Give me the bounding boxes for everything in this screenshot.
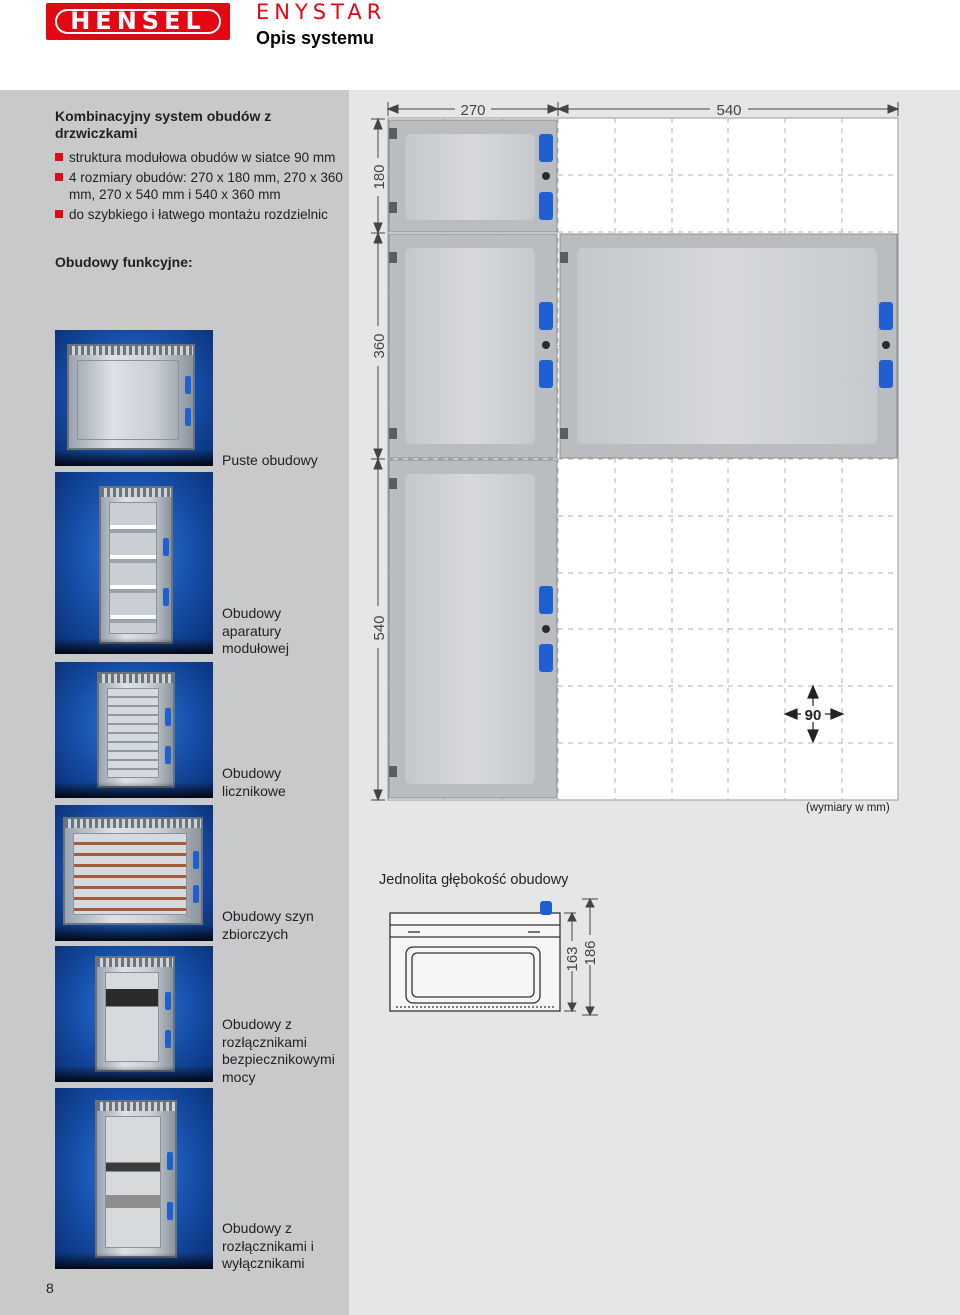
product-photo-modular xyxy=(55,472,213,654)
feature-item: do szybkiego i łatwego montażu rozdzielnic xyxy=(55,206,345,223)
depth-diagram xyxy=(386,895,602,1019)
enclosure-540x360 xyxy=(560,234,897,458)
product-label: Obudowy szyn zbiorczych xyxy=(222,908,314,942)
enystar-logo: ENYSTAR xyxy=(256,0,387,24)
depth-title: Jednolita głębokość obudowy xyxy=(379,872,569,888)
feature-item: 4 rozmiary obudów: 270 x 180 mm, 270 x 360 mm, 270 x 540 mm i 540 x 360 mm xyxy=(55,169,345,203)
product-label: Obudowy z rozłącznikami bezpiecznikowymi mocy xyxy=(222,1016,335,1085)
dimension-left xyxy=(371,119,385,800)
product-photo-empty xyxy=(55,330,213,466)
product-photo-busbar xyxy=(55,805,213,941)
dim-width-540: 540 xyxy=(716,102,742,119)
units-note: (wymiary w mm) xyxy=(806,802,890,814)
dim-grid-90: 90 xyxy=(804,707,822,724)
product-photo-fuse-switch xyxy=(55,946,213,1082)
enclosure-270x180 xyxy=(389,120,557,232)
page-number: 8 xyxy=(46,1280,54,1296)
dim-height-540: 540 xyxy=(371,615,388,641)
page-title: Opis systemu xyxy=(256,28,375,48)
page-header xyxy=(0,0,960,90)
feature-item: struktura modułowa obudów w siatce 90 mm xyxy=(55,149,345,166)
feature-list xyxy=(55,149,345,226)
product-photo-meter xyxy=(55,662,213,798)
hensel-logo-text: HENSEL xyxy=(70,7,206,35)
product-label: Obudowy licznikowe xyxy=(222,765,286,799)
product-label: Obudowy aparatury modułowej xyxy=(222,605,289,656)
enclosure-270x540 xyxy=(389,460,557,798)
dim-depth-186: 186 xyxy=(582,940,599,966)
dim-height-360: 360 xyxy=(371,333,388,359)
enclosure-270x360 xyxy=(389,234,557,458)
product-label: Obudowy z rozłącznikami i wyłącznikami xyxy=(222,1220,314,1271)
hensel-logo xyxy=(46,3,230,40)
enclosure-side-view xyxy=(390,913,560,1011)
grid-diagram xyxy=(365,96,905,808)
intro-title: Kombinacyjny system obudów z drzwiczkami xyxy=(55,108,272,141)
product-label: Puste obudowy xyxy=(222,452,318,468)
dim-height-180: 180 xyxy=(371,164,388,190)
dim-depth-163: 163 xyxy=(564,946,581,972)
product-photo-disconnector xyxy=(55,1088,213,1269)
dim-width-270: 270 xyxy=(460,102,486,119)
functional-title: Obudowy funkcyjne: xyxy=(55,254,193,270)
lock-icon xyxy=(540,901,552,915)
